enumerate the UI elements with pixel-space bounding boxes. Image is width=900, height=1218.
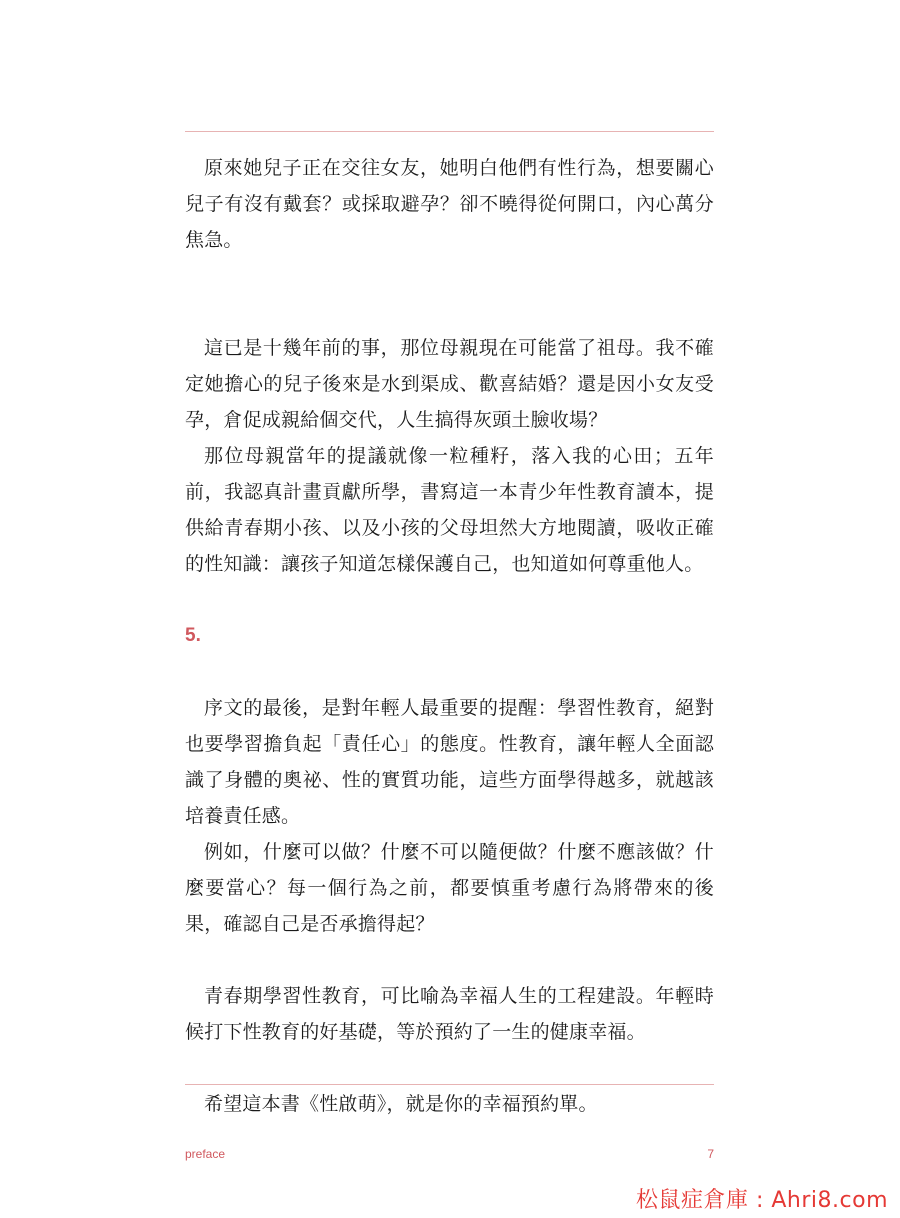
paragraph: 例如，什麼可以做？什麼不可以隨便做？什麼不應該做？什麼要當心？每一個行為之前，都要慎重考慮行為將帶來的後果，確認自己是否承擔得起？ [185, 841, 714, 935]
page-body [185, 150, 714, 1122]
paragraph: 這已是十幾年前的事，那位母親現在可能當了祖母。我不確定她擔心的兒子後來是水到渠成、歡喜結婚？還是因小女友受孕，倉促成親給個交代，人生搞得灰頭土臉收場？ [185, 337, 714, 431]
section-number: 5. [185, 625, 201, 646]
paragraph: 青春期學習性教育，可比喻為幸福人生的工程建設。年輕時候打下性教育的好基礎，等於預約了一生的健康幸福。 [185, 985, 714, 1043]
bottom-divider [185, 1084, 714, 1085]
paragraph: 那位母親當年的提議就像一粒種籽，落入我的心田；五年前，我認真計畫貢獻所學，書寫這一本青少年性教育讀本，提供給青春期小孩、以及小孩的父母坦然大方地閱讀，吸收正確的性知識：讓孩子知道怎樣保護自己，也知道如何尊重他人。 [185, 445, 714, 575]
paragraph: 原來她兒子正在交往女友，她明白他們有性行為，想要關心兒子有沒有戴套？或採取避孕？卻不曉得從何開口，內心萬分焦急。 [185, 157, 714, 251]
top-divider [185, 131, 714, 132]
paragraph: 希望這本書《性啟萌》，就是你的幸福預約單。 [204, 1093, 598, 1115]
running-footer-label: preface [185, 1147, 226, 1161]
paragraph: 序文的最後，是對年輕人最重要的提醒：學習性教育，絕對也要學習擔負起「責任心」的態度。性教育，讓年輕人全面認識了身體的奧祕、性的實質功能，這些方面學得越多，就越該培養責任感。 [185, 697, 714, 827]
page-number: 7 [707, 1147, 714, 1161]
watermark-text[interactable]: 松鼠症倉庫 : Ahri8.com [635, 1188, 888, 1213]
